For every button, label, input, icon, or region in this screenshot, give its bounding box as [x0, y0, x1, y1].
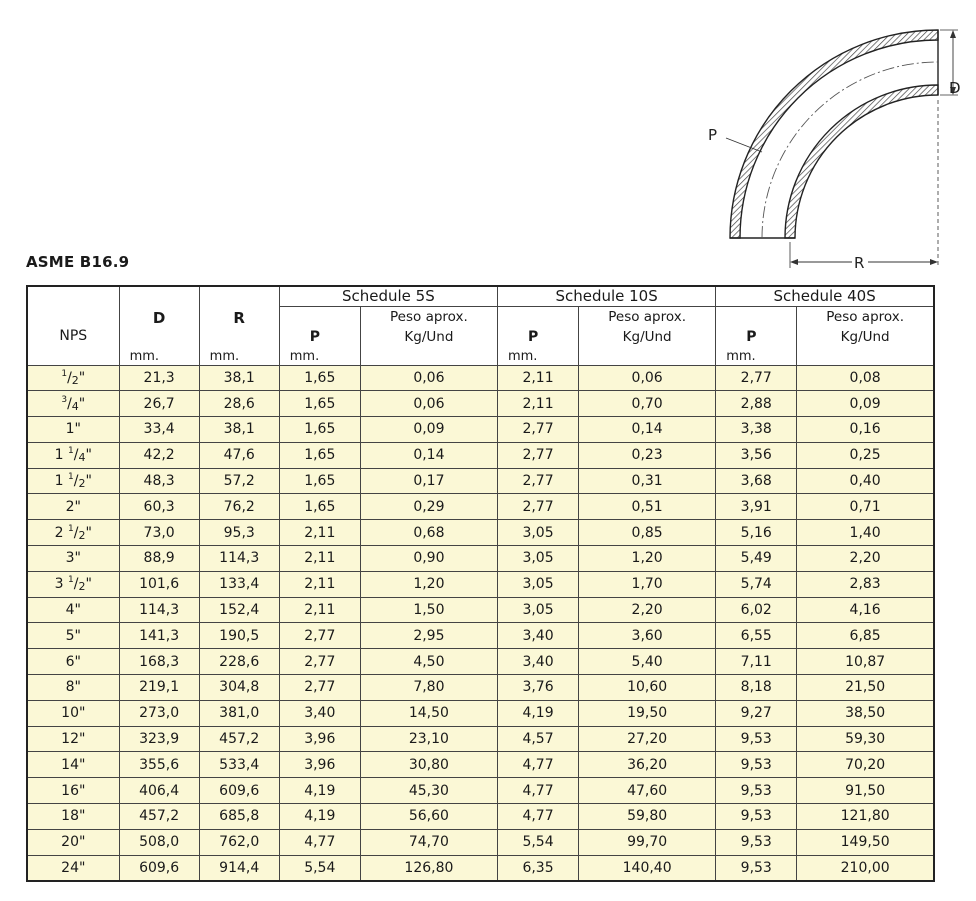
cell-w5: 1,20 [360, 571, 497, 597]
cell-r: 914,4 [199, 855, 279, 881]
cell-p40: 5,16 [716, 520, 797, 546]
cell-p10: 3,76 [497, 675, 578, 701]
cell-p10: 6,35 [497, 855, 578, 881]
cell-w40: 91,50 [797, 778, 934, 804]
header-weight-5s: Peso aprox. Kg/Und [360, 306, 497, 365]
cell-p10: 3,40 [497, 649, 578, 675]
cell-d: 101,6 [119, 571, 199, 597]
cell-w10: 19,50 [579, 700, 716, 726]
cell-nps: 10" [27, 700, 119, 726]
cell-w5: 0,06 [360, 365, 497, 391]
header-schedule-40s: Schedule 40S [716, 286, 934, 306]
cell-w5: 1,50 [360, 597, 497, 623]
cell-d: 168,3 [119, 649, 199, 675]
cell-p5: 1,65 [279, 417, 360, 443]
cell-p5: 4,19 [279, 778, 360, 804]
cell-w10: 0,85 [579, 520, 716, 546]
table-row [27, 700, 934, 726]
cell-w5: 0,06 [360, 391, 497, 417]
cell-p40: 3,56 [716, 442, 797, 468]
cell-nps: 2 $^1/_2$" [27, 520, 119, 546]
header-p-10s: P mm. [497, 306, 578, 365]
cell-nps: 3" [27, 546, 119, 572]
cell-w10: 140,40 [579, 855, 716, 881]
cell-w5: 45,30 [360, 778, 497, 804]
elbow-inner-wall [785, 85, 938, 238]
cell-p5: 2,11 [279, 546, 360, 572]
header-p-5s: P mm. [279, 306, 360, 365]
cell-nps: 8" [27, 675, 119, 701]
cell-nps: 18" [27, 804, 119, 830]
header-nps: NPS [27, 286, 119, 365]
cell-w10: 47,60 [579, 778, 716, 804]
cell-nps: 20" [27, 829, 119, 855]
cell-w40: 6,85 [797, 623, 934, 649]
cell-w5: 74,70 [360, 829, 497, 855]
cell-p40: 9,53 [716, 804, 797, 830]
header-r: R mm. [199, 286, 279, 365]
cell-w10: 27,20 [579, 726, 716, 752]
cell-w10: 0,06 [579, 365, 716, 391]
cell-nps: $^3/_4$" [27, 391, 119, 417]
cell-p10: 5,54 [497, 829, 578, 855]
table-row [27, 391, 934, 417]
cell-p10: 2,11 [497, 365, 578, 391]
dimensions-table [26, 285, 935, 882]
cell-w10: 3,60 [579, 623, 716, 649]
cell-w10: 5,40 [579, 649, 716, 675]
cell-p40: 9,27 [716, 700, 797, 726]
cell-w10: 10,60 [579, 675, 716, 701]
cell-p10: 4,57 [497, 726, 578, 752]
cell-p5: 1,65 [279, 468, 360, 494]
cell-p5: 4,77 [279, 829, 360, 855]
cell-p5: 1,65 [279, 365, 360, 391]
cell-w10: 0,23 [579, 442, 716, 468]
cell-w5: 0,68 [360, 520, 497, 546]
cell-p40: 9,53 [716, 855, 797, 881]
cell-nps: 6" [27, 649, 119, 675]
cell-d: 323,9 [119, 726, 199, 752]
cell-r: 38,1 [199, 365, 279, 391]
label-d: D [949, 79, 961, 97]
cell-w5: 2,95 [360, 623, 497, 649]
cell-p5: 2,77 [279, 649, 360, 675]
cell-w5: 4,50 [360, 649, 497, 675]
cell-w40: 0,71 [797, 494, 934, 520]
table-row [27, 649, 934, 675]
cell-d: 406,4 [119, 778, 199, 804]
cell-w5: 0,09 [360, 417, 497, 443]
cell-p10: 2,77 [497, 494, 578, 520]
cell-r: 457,2 [199, 726, 279, 752]
cell-w5: 7,80 [360, 675, 497, 701]
cell-d: 219,1 [119, 675, 199, 701]
cell-w40: 38,50 [797, 700, 934, 726]
table-row [27, 829, 934, 855]
cell-r: 533,4 [199, 752, 279, 778]
cell-nps: 3 $^1/_2$" [27, 571, 119, 597]
cell-w10: 2,20 [579, 597, 716, 623]
table-row [27, 468, 934, 494]
cell-w40: 21,50 [797, 675, 934, 701]
cell-w10: 0,14 [579, 417, 716, 443]
header-weight-40s: Peso aprox. Kg/Und [797, 306, 934, 365]
cell-w10: 1,20 [579, 546, 716, 572]
cell-r: 152,4 [199, 597, 279, 623]
cell-w40: 0,16 [797, 417, 934, 443]
table-row [27, 804, 934, 830]
cell-nps: 1 $^1/_2$" [27, 468, 119, 494]
cell-d: 88,9 [119, 546, 199, 572]
cell-r: 609,6 [199, 778, 279, 804]
cell-p10: 4,19 [497, 700, 578, 726]
cell-d: 48,3 [119, 468, 199, 494]
cell-p5: 2,77 [279, 675, 360, 701]
cell-p40: 6,55 [716, 623, 797, 649]
cell-p40: 3,91 [716, 494, 797, 520]
cell-nps: 2" [27, 494, 119, 520]
table-row [27, 752, 934, 778]
cell-nps: 16" [27, 778, 119, 804]
cell-d: 73,0 [119, 520, 199, 546]
cell-p10: 3,40 [497, 623, 578, 649]
cell-p40: 5,74 [716, 571, 797, 597]
cell-p40: 5,49 [716, 546, 797, 572]
cell-w40: 0,40 [797, 468, 934, 494]
cell-nps: 5" [27, 623, 119, 649]
cell-d: 33,4 [119, 417, 199, 443]
cell-w40: 149,50 [797, 829, 934, 855]
table-row [27, 597, 934, 623]
document-title: ASME B16.9 [26, 253, 130, 271]
cell-r: 381,0 [199, 700, 279, 726]
cell-p10: 2,77 [497, 442, 578, 468]
header-d: D mm. [119, 286, 199, 365]
cell-p10: 4,77 [497, 778, 578, 804]
cell-p10: 4,77 [497, 804, 578, 830]
cell-r: 304,8 [199, 675, 279, 701]
cell-p10: 2,11 [497, 391, 578, 417]
cell-p10: 3,05 [497, 597, 578, 623]
cell-r: 38,1 [199, 417, 279, 443]
cell-p10: 3,05 [497, 546, 578, 572]
cell-w40: 10,87 [797, 649, 934, 675]
cell-d: 508,0 [119, 829, 199, 855]
cell-p5: 1,65 [279, 391, 360, 417]
header-schedule-5s: Schedule 5S [279, 286, 497, 306]
cell-d: 141,3 [119, 623, 199, 649]
table-row [27, 571, 934, 597]
cell-w5: 0,90 [360, 546, 497, 572]
table-row [27, 442, 934, 468]
cell-nps: 1" [27, 417, 119, 443]
cell-nps: 14" [27, 752, 119, 778]
cell-p10: 2,77 [497, 468, 578, 494]
cell-w10: 59,80 [579, 804, 716, 830]
cell-p5: 2,11 [279, 571, 360, 597]
cell-w40: 4,16 [797, 597, 934, 623]
cell-p5: 4,19 [279, 804, 360, 830]
cell-nps: 1 $^1/_4$" [27, 442, 119, 468]
cell-p5: 2,11 [279, 597, 360, 623]
cell-p40: 9,53 [716, 752, 797, 778]
cell-r: 57,2 [199, 468, 279, 494]
cell-w40: 70,20 [797, 752, 934, 778]
cell-p40: 2,88 [716, 391, 797, 417]
cell-p10: 3,05 [497, 520, 578, 546]
cell-w5: 14,50 [360, 700, 497, 726]
cell-d: 114,3 [119, 597, 199, 623]
cell-w5: 30,80 [360, 752, 497, 778]
cell-r: 190,5 [199, 623, 279, 649]
cell-d: 273,0 [119, 700, 199, 726]
cell-w40: 121,80 [797, 804, 934, 830]
cell-d: 609,6 [119, 855, 199, 881]
cell-w5: 0,17 [360, 468, 497, 494]
cell-w40: 0,08 [797, 365, 934, 391]
cell-r: 228,6 [199, 649, 279, 675]
table-row [27, 417, 934, 443]
table-row [27, 623, 934, 649]
cell-w5: 56,60 [360, 804, 497, 830]
cell-d: 457,2 [119, 804, 199, 830]
cell-w10: 99,70 [579, 829, 716, 855]
cell-p5: 1,65 [279, 442, 360, 468]
cell-nps: $^1/_2$" [27, 365, 119, 391]
cell-p40: 3,68 [716, 468, 797, 494]
cell-w40: 2,20 [797, 546, 934, 572]
cell-nps: 4" [27, 597, 119, 623]
cell-w10: 0,51 [579, 494, 716, 520]
cell-r: 133,4 [199, 571, 279, 597]
cell-d: 26,7 [119, 391, 199, 417]
cell-p5: 3,96 [279, 726, 360, 752]
cell-p40: 9,53 [716, 778, 797, 804]
table-row [27, 546, 934, 572]
cell-p5: 1,65 [279, 494, 360, 520]
table-row [27, 855, 934, 881]
table-row [27, 494, 934, 520]
cell-w10: 36,20 [579, 752, 716, 778]
cell-p5: 5,54 [279, 855, 360, 881]
cell-d: 21,3 [119, 365, 199, 391]
cell-w10: 1,70 [579, 571, 716, 597]
cell-r: 95,3 [199, 520, 279, 546]
header-p-40s: P mm. [716, 306, 797, 365]
cell-p40: 9,53 [716, 829, 797, 855]
cell-p40: 3,38 [716, 417, 797, 443]
cell-p10: 3,05 [497, 571, 578, 597]
cell-r: 47,6 [199, 442, 279, 468]
cell-p5: 2,77 [279, 623, 360, 649]
cell-w40: 210,00 [797, 855, 934, 881]
cell-p40: 6,02 [716, 597, 797, 623]
header-weight-10s: Peso aprox. Kg/Und [579, 306, 716, 365]
label-p: P [708, 126, 718, 144]
cell-w5: 23,10 [360, 726, 497, 752]
cell-w10: 0,70 [579, 391, 716, 417]
cell-w40: 2,83 [797, 571, 934, 597]
cell-w10: 0,31 [579, 468, 716, 494]
table-row [27, 365, 934, 391]
cell-d: 60,3 [119, 494, 199, 520]
cell-d: 42,2 [119, 442, 199, 468]
cell-p10: 2,77 [497, 417, 578, 443]
cell-w40: 0,09 [797, 391, 934, 417]
cell-p40: 2,77 [716, 365, 797, 391]
cell-w5: 0,29 [360, 494, 497, 520]
cell-nps: 12" [27, 726, 119, 752]
cell-d: 355,6 [119, 752, 199, 778]
cell-w40: 1,40 [797, 520, 934, 546]
cell-p40: 8,18 [716, 675, 797, 701]
cell-w40: 59,30 [797, 726, 934, 752]
cell-r: 762,0 [199, 829, 279, 855]
cell-w5: 0,14 [360, 442, 497, 468]
table-row [27, 778, 934, 804]
elbow-diagram [700, 20, 965, 275]
cell-r: 28,6 [199, 391, 279, 417]
cell-nps: 24" [27, 855, 119, 881]
table-row [27, 726, 934, 752]
cell-p5: 3,96 [279, 752, 360, 778]
cell-p40: 7,11 [716, 649, 797, 675]
table-row [27, 520, 934, 546]
cell-r: 685,8 [199, 804, 279, 830]
cell-p5: 2,11 [279, 520, 360, 546]
cell-r: 114,3 [199, 546, 279, 572]
cell-p5: 3,40 [279, 700, 360, 726]
header-schedule-10s: Schedule 10S [497, 286, 715, 306]
cell-w40: 0,25 [797, 442, 934, 468]
cell-r: 76,2 [199, 494, 279, 520]
cell-w5: 126,80 [360, 855, 497, 881]
cell-p10: 4,77 [497, 752, 578, 778]
cell-p40: 9,53 [716, 726, 797, 752]
table-row [27, 675, 934, 701]
label-r: R [854, 254, 865, 272]
